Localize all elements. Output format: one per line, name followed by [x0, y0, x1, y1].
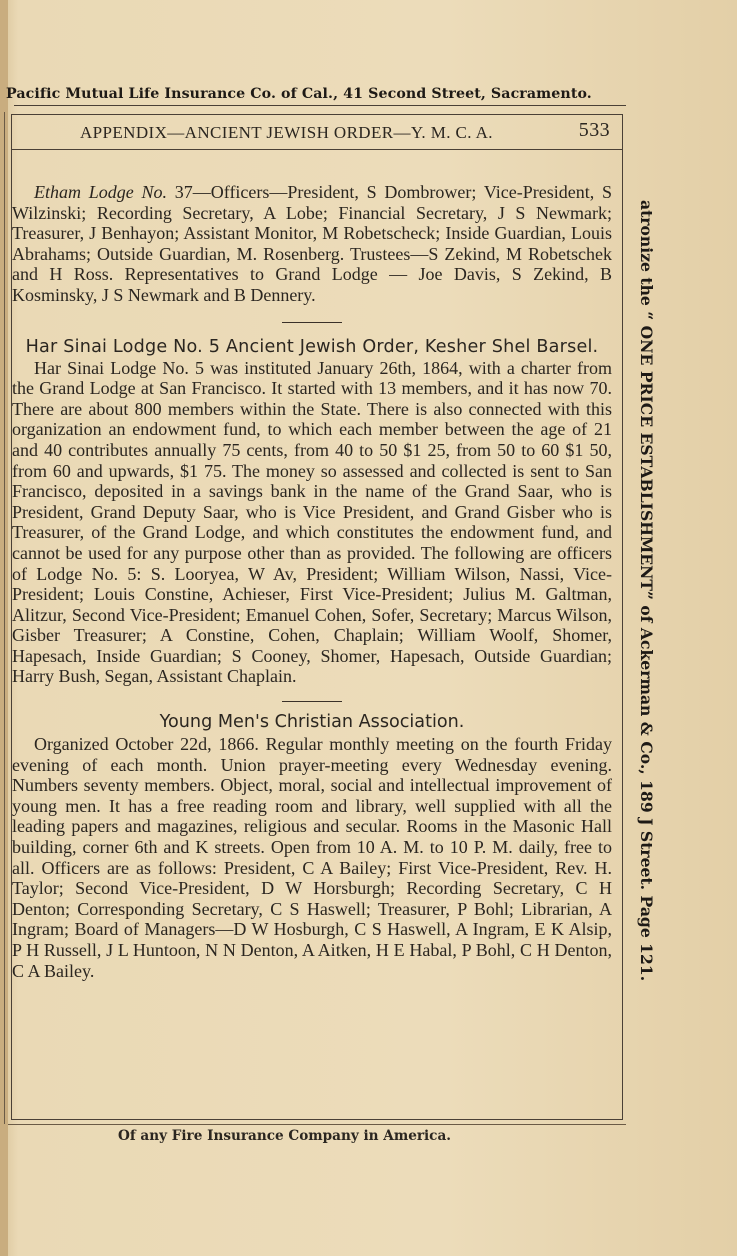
har-sinai-heading: Har Sinai Lodge No. 5 Ancient Jewish Order, Kesher Shel Barsel. [25, 336, 599, 357]
bottom-rule [8, 1124, 626, 1125]
etham-text: 37—Officers—President, S Dombrower; Vice-President, S Wilzinski; Recording Secretary, A Lobe; Financial Secretary, J S Newmark; Treasurer, J Benhayon; Assistant Monitor, M Robetscheck; Inside Guardian, Louis Abrahams; Outside Guardian, M. Rosenberg. Trustees—S Zekind, M Robetschek and H Ross. Representatives to Grand Lodge — Joe Davis, S Zekind, B Kosminsky, J S Newmark and B Dennery. [12, 182, 612, 305]
har-sinai-paragraph: Har Sinai Lodge No. 5 was instituted January 26th, 1864, with a charter from the Grand Lodge at San Francisco. It started with 13 members, and it has now 70. There are about 800 members within the State. There is also connected with this organization an endowment fund, to which each member between the age of 21 and 40 contributes annually 75 cents, from 40 to 50 $1 25, from 50 to 60 $1 50, from 60 and upwards, $1 75. The money so assessed and collected is sent to San Francisco, deposited in a savings bank in the name of the Grand Saar, who is President, Grand Deputy Saar, who is Vice President, and Grand Gisber who is Treasurer, of the Grand Lodge, and which constitutes the endowment fund, and cannot be used for any purpose other than as provided. The following are officers of Lodge No. 5: S. Looryea, W Av, President; William Wilson, Nassi, Vice-President; Louis Constine, Achieser, First Vice-President; Julius M. Galtman, Alitzur, Second Vice-President; Emanuel Cohen, Sofer, Secretary; Marcus Wilson, Gisber Treasurer; A Constine, Cohen, Chaplain; William Woolf, Shomer, Hapesach, Inside Guardian; S Cooney, Shomer, Hapesach, Outside Guardian; Harry Bush, Segan, Assistant Chaplain. [12, 357, 612, 687]
page-number: 533 [578, 119, 610, 141]
side-advertisement-text: atronize the “ ONE PRICE ESTABLISHMENT” of Ackerman & Co., 189 J Street. Page 121. [637, 200, 656, 982]
ymca-heading: Young Men's Christian Association. [159, 712, 465, 733]
etham-lodge-name: Etham Lodge No. [34, 182, 168, 202]
section-divider [282, 701, 342, 702]
top-advertisement: Pacific Mutual Life Insurance Co. of Cal., 41 Second Street, Sacramento. [6, 86, 592, 102]
etham-paragraph [12, 182, 612, 306]
page-body [12, 182, 612, 981]
head-rule [12, 149, 622, 150]
ymca-paragraph: Organized October 22d, 1866. Regular monthly meeting on the fourth Friday evening of each month. Union prayer-meeting every Wednesday evening. Numbers seventy members. Object, moral, social and intellectual improvement of young men. It has a free reading room and library, well supplied with all the leading papers and magazines, religious and secular. Rooms in the Masonic Hall building, corner 6th and K streets. Open from 10 A. M. to 10 P. M. daily, free to all. Officers are as follows: President, C A Bailey; First Vice-President, Rev. H. Taylor; Second Vice-President, D W Horsburgh; Recording Secretary, C H Denton; Corresponding Secretary, C S Haswell; Treasurer, P Bohl; Librarian, A Ingram; Board of Managers—D W Hosburgh, C S Haswell, A Ingram, E K Alsip, P H Russell, J L Huntoon, N N Denton, A Aitken, H E Habal, P Bohl, C H Denton, C A Bailey. [12, 734, 612, 981]
frame-outer-line [4, 112, 5, 1124]
side-advertisement [632, 200, 672, 1040]
top-rule [14, 105, 626, 106]
running-head-title: APPENDIX—ANCIENT JEWISH ORDER—Y. M. C. A. [80, 123, 493, 142]
section-divider [282, 322, 342, 323]
bottom-advertisement: Of any Fire Insurance Company in America. [118, 1128, 451, 1144]
